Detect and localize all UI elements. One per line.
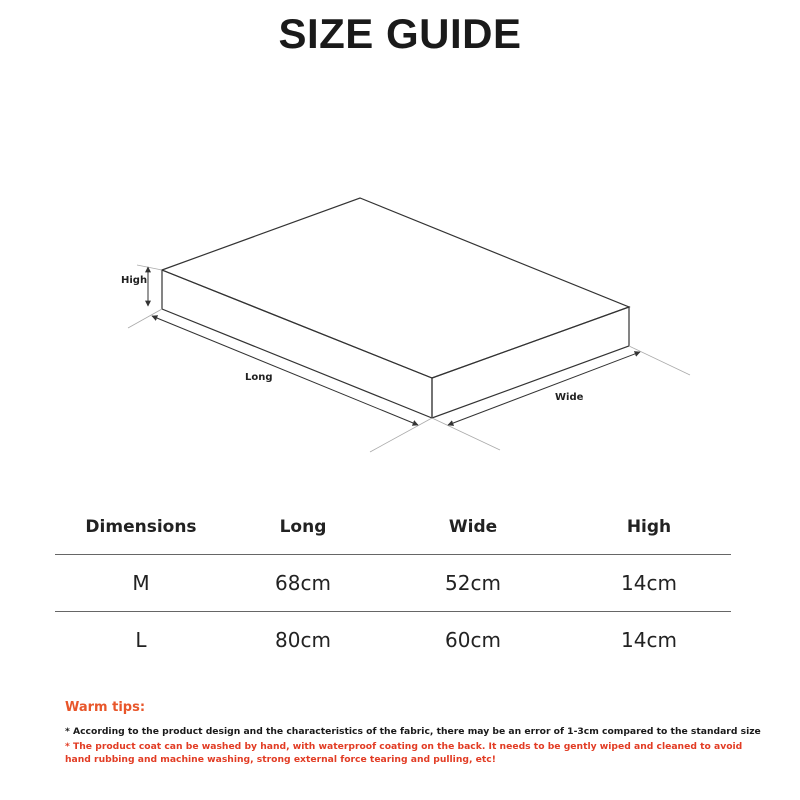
size-table bbox=[55, 500, 731, 668]
high-label: High bbox=[121, 275, 148, 286]
warm-tips bbox=[65, 700, 765, 768]
warm-tips-title: Warm tips: bbox=[65, 700, 146, 715]
header-wide: Wide bbox=[448, 517, 498, 537]
cushion-side-face bbox=[432, 307, 629, 418]
cushion-front-face bbox=[162, 270, 432, 418]
table-header-row bbox=[55, 500, 731, 555]
wide-dimension-line bbox=[448, 352, 640, 425]
tip-washing: * The product coat can be washed by hand, with waterproof coating on the back. It needs to be gently wiped and cleaned to avoid hand rubbing and machine washing, strong external force tearing and pulling, etc! bbox=[65, 741, 743, 765]
size-cell: M bbox=[132, 571, 150, 595]
table-row bbox=[55, 612, 731, 668]
wide-label: Wide bbox=[555, 392, 584, 403]
long-dimension-line bbox=[152, 316, 418, 425]
header-long: Long bbox=[279, 517, 327, 537]
wide-cell: 60cm bbox=[445, 628, 501, 652]
long-label: Long bbox=[245, 372, 273, 383]
long-cell: 68cm bbox=[275, 571, 331, 595]
header-high: High bbox=[626, 517, 672, 537]
cushion-top-face bbox=[162, 198, 629, 378]
wide-cell: 52cm bbox=[445, 571, 501, 595]
size-cell: L bbox=[135, 628, 147, 652]
table-row bbox=[55, 555, 731, 612]
cushion-dimension-diagram bbox=[0, 180, 800, 470]
extension-lines bbox=[128, 265, 690, 452]
page-title: SIZE GUIDE bbox=[278, 10, 522, 57]
tip-size-error: * According to the product design and the characteristics of the fabric, there may be an error of 1-3cm compared to the standard size bbox=[65, 726, 761, 737]
high-cell: 14cm bbox=[621, 571, 677, 595]
cushion-box bbox=[162, 198, 629, 418]
header-dimensions: Dimensions bbox=[85, 517, 197, 537]
long-cell: 80cm bbox=[275, 628, 331, 652]
high-cell: 14cm bbox=[621, 628, 677, 652]
